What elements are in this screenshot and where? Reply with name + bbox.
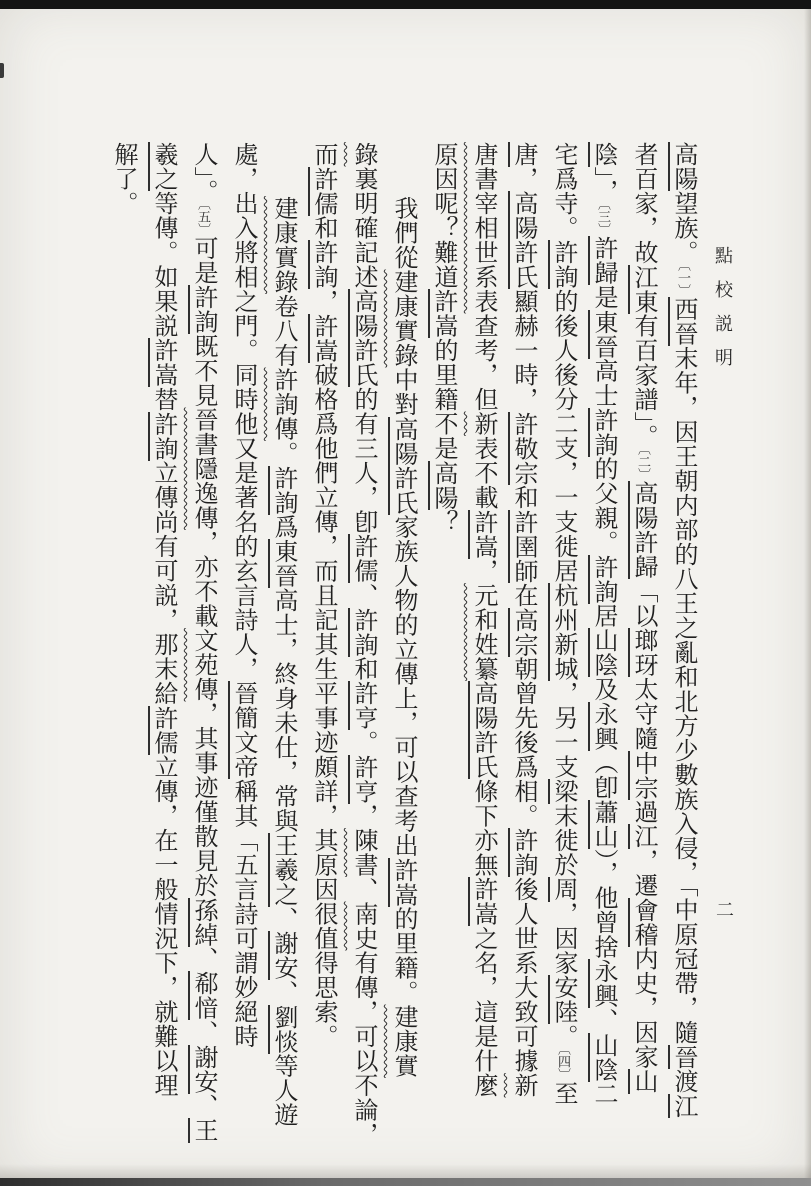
proper-noun-marked-text: 永興 <box>590 959 616 1008</box>
text-run: ， <box>350 803 376 828</box>
text-run: 末年，因王朝内部的八王之亂和北方少數族入侵，「中原冠帶，隨 <box>670 346 696 1045</box>
text-run: 查考，但 <box>470 313 496 412</box>
text-run: 既不見 <box>190 334 216 408</box>
text-run: 等傳。如果説 <box>150 191 176 338</box>
proper-noun-marked-text: 許嵩 <box>390 857 416 907</box>
text-run: 渡 <box>670 1069 696 1094</box>
proper-noun-marked-text: 許嵩 <box>470 877 496 926</box>
proper-noun-marked-text: 陰 <box>590 142 616 167</box>
text-run: 、 <box>190 946 216 971</box>
text-column <box>503 142 543 1098</box>
book-title-marked-text: 許詢傳 <box>270 367 296 441</box>
text-run: 、 <box>270 980 296 1005</box>
proper-noun-marked-text: 安陸 <box>550 975 576 1024</box>
text-run: 有傳，可以不論， <box>350 950 376 1147</box>
text-run: ，其事迹僅散見於 <box>190 701 216 898</box>
scan-edge-bottom <box>0 1178 811 1186</box>
text-run: 的有三人，卽 <box>350 387 376 534</box>
text-run: 二 <box>590 1081 616 1106</box>
text-column <box>343 142 383 1147</box>
text-column <box>583 142 623 1106</box>
book-title-marked-text: 新 <box>510 1073 536 1098</box>
proper-noun-marked-text: 山陰 <box>590 628 616 677</box>
book-title-marked-text: 元和姓纂 <box>470 583 496 681</box>
proper-noun-marked-text: 許詢 <box>350 607 376 657</box>
proper-noun-marked-text: 許詢 <box>590 554 616 604</box>
text-run: ，亦不載 <box>190 530 216 628</box>
text-run: 的里籍。 <box>390 906 416 1005</box>
proper-noun-marked-text: 西晉 <box>670 297 696 346</box>
proper-noun-marked-text: 江 <box>630 824 656 849</box>
text-run: 、 <box>590 1008 616 1033</box>
page-number: 二 <box>714 900 734 918</box>
text-run: 、 <box>190 1093 216 1118</box>
proper-noun-marked-text: 許詢 <box>150 411 176 461</box>
proper-noun-marked-text: 許圉師 <box>510 509 536 583</box>
text-run: 而 <box>310 142 336 167</box>
text-run: 的父親。 <box>590 456 616 555</box>
text-run: 高士 <box>590 358 616 408</box>
proper-noun-marked-text: 謝安 <box>270 931 296 980</box>
proper-noun-marked-text: 郗愔 <box>190 971 216 1020</box>
text-run: 及 <box>590 677 616 702</box>
text-run: 内史，因家 <box>630 946 656 1069</box>
text-run: 過 <box>630 799 656 824</box>
text-column <box>303 142 343 1094</box>
proper-noun-marked-text: 高宗 <box>510 607 536 657</box>
text-run: 「以 <box>630 579 656 628</box>
proper-noun-marked-text: 永興 <box>590 701 616 751</box>
proper-noun-marked-text: 山 <box>630 1069 656 1094</box>
note-marker: 〔二〕 <box>636 448 651 481</box>
text-block <box>103 142 703 1147</box>
text-run: 有百家譜」。 <box>630 313 656 449</box>
proper-noun-marked-text: 許詢 <box>190 285 216 334</box>
book-title-marked-text: 建康實錄 <box>270 196 296 294</box>
proper-noun-marked-text: 中宗 <box>630 750 656 800</box>
note-marker: 〔五〕 <box>196 203 211 236</box>
text-run: 之名，這是什麼 <box>470 926 496 1098</box>
text-run: 人」。 <box>190 142 216 204</box>
text-run: ， <box>310 289 336 314</box>
proper-noun-marked-text: 許儒 <box>350 534 376 583</box>
proper-noun-marked-text: 高陽許氏 <box>470 681 496 779</box>
proper-noun-marked-text: 謝安 <box>190 1044 216 1094</box>
text-run: ？ <box>430 509 456 534</box>
text-run: 稱其「五言詩可謂妙絕時 <box>230 779 256 1049</box>
proper-noun-marked-text: 許詢 <box>550 240 576 289</box>
book-title-marked-text: 陳書 <box>350 828 376 877</box>
proper-noun-marked-text: 劉惔 <box>270 1004 296 1054</box>
proper-noun-marked-text: 江 <box>670 1093 696 1118</box>
book-title-marked-text: 南史 <box>350 901 376 951</box>
text-column <box>543 142 583 1106</box>
proper-noun-marked-text: 許詢 <box>510 828 536 877</box>
note-marker: 〔四〕 <box>556 1048 571 1081</box>
text-run: 、 <box>190 1020 216 1045</box>
text-run: 至 <box>550 1081 576 1106</box>
proper-noun-marked-text: 周 <box>550 877 576 902</box>
text-run: 者百家，故 <box>630 142 656 265</box>
book-title-marked-text: 唐書宰相世系表 <box>470 142 496 314</box>
proper-noun-marked-text: 許儒 <box>310 166 336 216</box>
text-run: 。 <box>350 730 376 755</box>
text-run: 末徙於 <box>550 803 576 877</box>
proper-noun-marked-text: 許亨 <box>350 681 376 730</box>
proper-noun-marked-text: 高陽許氏 <box>510 191 536 289</box>
proper-noun-marked-text: 許歸 <box>590 236 616 285</box>
text-run: 立傳尚有可説，那末給 <box>150 460 176 706</box>
proper-noun-marked-text: 高陽許氏 <box>350 289 376 387</box>
text-run: 卷八有 <box>270 294 296 368</box>
book-title-marked-text: 文苑傳 <box>190 628 216 702</box>
proper-noun-marked-text: 許嵩 <box>150 338 176 387</box>
text-column <box>463 142 503 1098</box>
text-run: 破格爲他們立傳，而且記其生平事迹頗詳，其原因很值得思索。 <box>310 362 336 1049</box>
text-run: 可是 <box>190 236 216 285</box>
text-column <box>103 142 143 1094</box>
text-run: 立傳，在一般情況下，就難以理 <box>150 754 176 1098</box>
book-title-marked-text: 晉書隱逸傳 <box>190 407 216 530</box>
book-title-marked-text: 建康實錄 <box>390 269 416 368</box>
text-run: 的後人後分二支，一支徙居 <box>550 289 576 583</box>
proper-noun-marked-text: 許詢 <box>590 407 616 457</box>
proper-noun-marked-text: 蕭山 <box>590 799 616 849</box>
proper-noun-marked-text: 江東 <box>630 264 656 314</box>
scan-edge-notch <box>0 63 4 78</box>
text-run: 替 <box>150 387 176 412</box>
scan-edge-top <box>0 0 811 9</box>
proper-noun-marked-text: 東晉 <box>590 309 616 359</box>
text-run: ），他曾捨 <box>590 848 616 959</box>
page-shadow-right <box>804 9 811 1178</box>
proper-noun-marked-text: 梁 <box>550 779 576 804</box>
proper-noun-marked-text: 會稽 <box>630 897 656 947</box>
text-run: ，因家 <box>550 901 576 975</box>
text-run: 條下亦無 <box>470 779 496 877</box>
note-marker: 〔三〕 <box>596 203 611 236</box>
proper-noun-marked-text: 杭州新城 <box>550 583 576 681</box>
proper-noun-marked-text: 許歸 <box>630 530 656 579</box>
text-column <box>223 142 263 1094</box>
text-run: 。 <box>270 441 296 466</box>
book-title-marked-text: 建康實 <box>390 1004 416 1078</box>
proper-noun-marked-text: 山陰 <box>590 1032 616 1082</box>
text-run: 等人遊 <box>270 1053 296 1127</box>
text-run: ， <box>470 558 496 583</box>
proper-noun-marked-text: 東晉 <box>270 539 296 588</box>
proper-noun-marked-text: 王 <box>190 1118 216 1143</box>
text-run: 的里籍不是 <box>430 338 456 461</box>
text-run: 我們從 <box>390 196 416 270</box>
text-run: 高士，終身未仕，常與 <box>270 588 296 833</box>
proper-noun-marked-text: 許儒 <box>150 705 176 755</box>
text-run: 宅爲寺。 <box>550 142 576 240</box>
proper-noun-marked-text: 許亨 <box>350 754 376 804</box>
proper-noun-marked-text: 瑯玡 <box>630 628 656 677</box>
text-run: 」， <box>590 166 616 204</box>
text-run: 太守隨 <box>630 677 656 751</box>
text-column <box>143 142 183 1098</box>
running-header: 點校説明 <box>713 246 733 382</box>
text-run: 原因呢？難道 <box>430 142 456 289</box>
proper-noun-marked-text: 高陽 <box>630 481 656 530</box>
text-run: （卽 <box>590 750 616 800</box>
text-run: 爲 <box>270 514 296 539</box>
text-run: 和 <box>510 485 536 510</box>
text-run: 。 <box>550 1024 576 1049</box>
proper-noun-marked-text: 高陽 <box>670 142 696 191</box>
proper-noun-marked-text: 孫綽 <box>190 897 216 947</box>
proper-noun-marked-text: 唐 <box>510 142 536 167</box>
text-run: 表不載 <box>470 436 496 510</box>
text-run: ，遷 <box>630 848 656 898</box>
proper-noun-marked-text: 羲之 <box>150 142 176 191</box>
text-run: 朝曾先後爲相。 <box>510 656 536 828</box>
page-shadow-bottom <box>0 1164 811 1178</box>
text-run: 顯赫一時， <box>510 289 536 412</box>
proper-noun-marked-text: 許嵩 <box>470 509 496 559</box>
text-run: 在 <box>510 583 536 608</box>
proper-noun-marked-text: 晉 <box>670 1044 696 1069</box>
proper-noun-marked-text: 許嵩 <box>430 289 456 338</box>
text-column <box>623 142 663 1094</box>
text-run: 居 <box>590 603 616 628</box>
book-title-marked-text: 新 <box>470 411 496 436</box>
text-column <box>263 142 303 1127</box>
text-run: 解了。 <box>110 142 136 216</box>
text-column <box>423 142 463 1094</box>
proper-noun-marked-text: 高陽許氏 <box>390 416 416 515</box>
proper-noun-marked-text: 王羲之 <box>270 833 296 907</box>
proper-noun-marked-text: 許嵩 <box>310 313 336 363</box>
text-run: 家族人物的立傳上，可以查考出 <box>390 514 416 858</box>
text-run: 和 <box>350 656 376 681</box>
proper-noun-marked-text: 晉簡文帝 <box>230 681 256 779</box>
proper-noun-marked-text: 許詢 <box>310 240 336 289</box>
proper-noun-marked-text: 許詢 <box>270 465 296 515</box>
text-column <box>383 142 423 1094</box>
text-run: 、 <box>350 877 376 902</box>
text-run: 處，出入將相之門。同時他又是著名的玄言詩人， <box>230 142 256 681</box>
text-run: ，另一支 <box>550 681 576 779</box>
text-run: 後人世系大致可據 <box>510 877 536 1073</box>
text-column <box>663 142 703 1118</box>
proper-noun-marked-text: 許敬宗 <box>510 411 536 485</box>
text-run: 望族。 <box>670 191 696 265</box>
book-title-marked-text: 錄 <box>350 142 376 167</box>
text-run: 和 <box>310 215 336 240</box>
text-run: 是 <box>590 285 616 310</box>
text-run: 裏明確記述 <box>350 166 376 289</box>
text-run: 、 <box>350 583 376 608</box>
text-run: 中對 <box>390 367 416 417</box>
text-run: 、 <box>270 906 296 931</box>
text-run: ， <box>510 166 536 191</box>
text-column <box>183 142 223 1143</box>
note-marker: 〔一〕 <box>676 264 691 297</box>
proper-noun-marked-text: 高陽 <box>430 460 456 510</box>
